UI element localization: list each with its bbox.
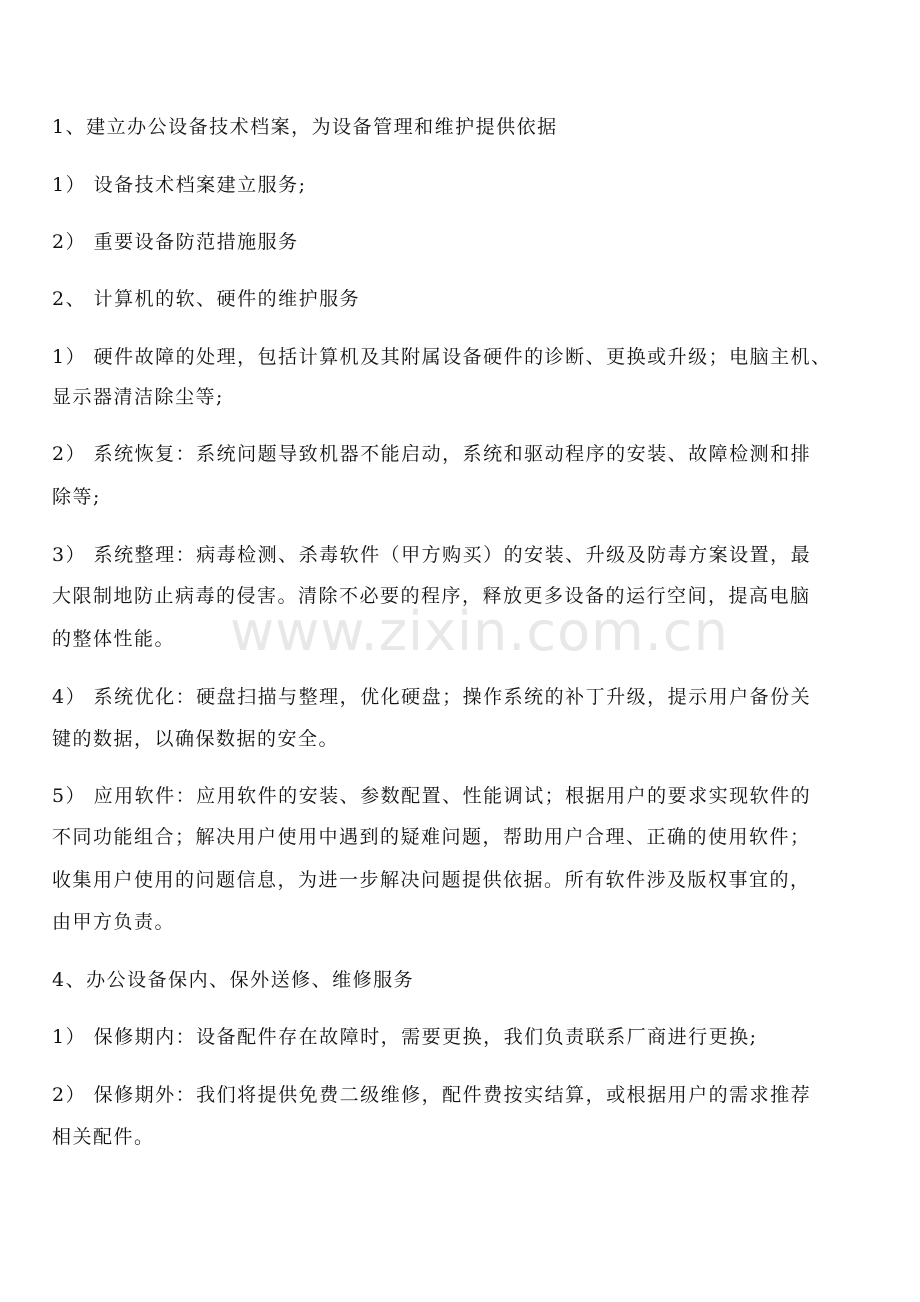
- section-heading-2: 2、 计算机的软、硬件的维护服务: [52, 288, 361, 310]
- list-item: 4） 系统优化：硬盘扫描与整理，优化硬盘；操作系统的补丁升级，提示用户备份关: [52, 686, 812, 708]
- list-item-continuation: 大限制地防止病毒的侵害。清除不必要的程序，释放更多设备的运行空间，提高电脑: [52, 585, 811, 607]
- list-item-continuation: 相关配件。: [52, 1126, 155, 1148]
- list-item: 3） 系统整理：病毒检测、杀毒软件（甲方购买）的安装、升级及防毒方案设置，最: [52, 544, 812, 566]
- watermark-text: www.zixin.com.cn: [230, 600, 729, 663]
- list-item: 5） 应用软件：应用软件的安装、参数配置、性能调试；根据用户的要求实现软件的: [52, 785, 812, 807]
- section-heading-4: 4、办公设备保内、保外送修、维修服务: [52, 969, 415, 991]
- list-item-continuation: 除等;: [52, 486, 101, 508]
- section-heading-1: 1、建立办公设备技术档案，为设备管理和维护提供依据: [52, 116, 558, 138]
- list-item-continuation: 不同功能组合；解决用户使用中遇到的疑难问题，帮助用户合理、正确的使用软件；: [52, 826, 811, 848]
- list-item-continuation: 由甲方负责。: [52, 911, 176, 933]
- list-item: 1） 硬件故障的处理，包括计算机及其附属设备硬件的诊断、更换或升级；电脑主机、: [52, 346, 832, 368]
- list-item: 2） 重要设备防范措施服务: [52, 231, 299, 253]
- list-item: 1） 保修期内：设备配件存在故障时，需要更换，我们负责联系厂商进行更换;: [52, 1026, 758, 1048]
- list-item: 2） 系统恢复：系统问题导致机器不能启动，系统和驱动程序的安装、故障检测和排: [52, 443, 812, 465]
- list-item-continuation: 收集用户使用的问题信息，为进一步解决问题提供依据。所有软件涉及版权事宜的，: [52, 869, 811, 891]
- list-item: 2） 保修期外：我们将提供免费二级维修，配件费按实结算，或根据用户的需求推荐: [52, 1084, 812, 1106]
- list-item-continuation: 显示器清洁除尘等;: [52, 386, 224, 408]
- list-item-continuation: 键的数据，以确保数据的安全。: [52, 728, 340, 750]
- list-item: 1） 设备技术档案建立服务;: [52, 174, 307, 196]
- list-item-continuation: 的整体性能。: [52, 628, 176, 650]
